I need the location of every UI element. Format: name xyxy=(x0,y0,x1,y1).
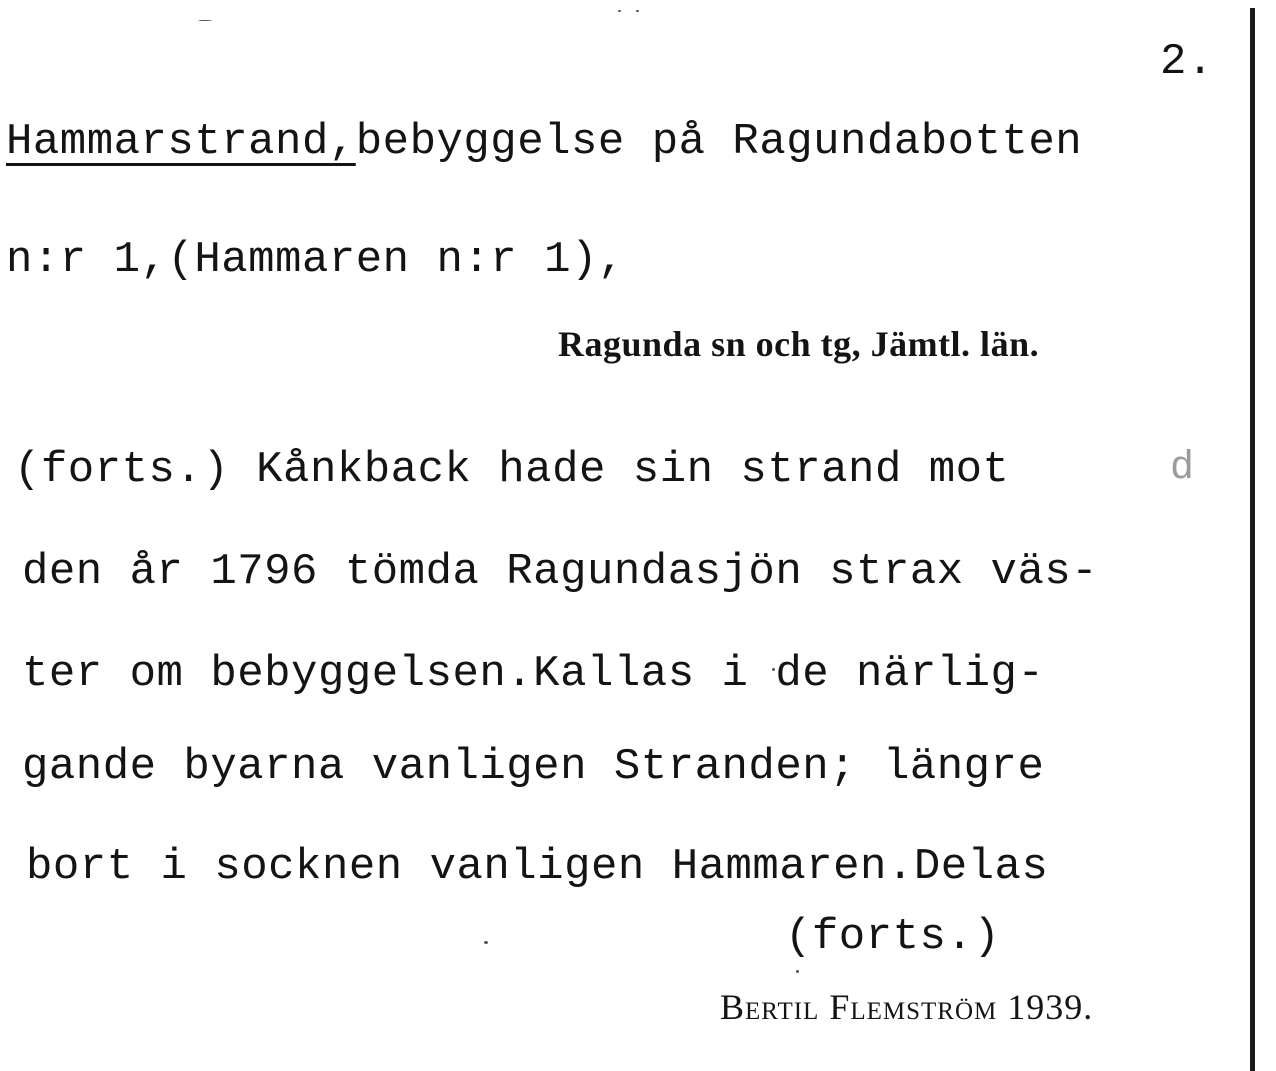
faint-mark: d xyxy=(1170,446,1195,491)
dust-speck xyxy=(636,10,639,12)
body-line: bort i socknen vanligen Hammaren.Delas xyxy=(26,842,1049,892)
card-edge-line xyxy=(1250,8,1255,1071)
body-line: gande byarna vanligen Stranden; längre xyxy=(22,742,1045,792)
dust-speck xyxy=(618,10,621,12)
dust-speck xyxy=(484,941,488,944)
dust-speck xyxy=(796,970,799,973)
body-line: den år 1796 tömda Ragundasjön strax väs- xyxy=(22,547,1099,597)
body-line: (forts.) Kånkback hade sin strand mot xyxy=(14,445,1010,495)
heading-line xyxy=(6,117,1083,167)
body-line: ter om bebyggelsen.Kallas i de närlig- xyxy=(22,649,1045,699)
property-reference: n:r 1,(Hammaren n:r 1), xyxy=(6,235,625,285)
author-signature: Bertil Flemström 1939. xyxy=(720,987,1094,1027)
card-number: 2. xyxy=(1160,37,1214,87)
place-description: bebyggelse på Ragundabotten xyxy=(355,117,1083,167)
dust-speck xyxy=(198,20,212,21)
parish-county: Ragunda sn och tg, Jämtl. län. xyxy=(558,324,1040,364)
continued-marker: (forts.) xyxy=(785,912,1001,962)
place-name: Hammarstrand, xyxy=(6,117,356,167)
